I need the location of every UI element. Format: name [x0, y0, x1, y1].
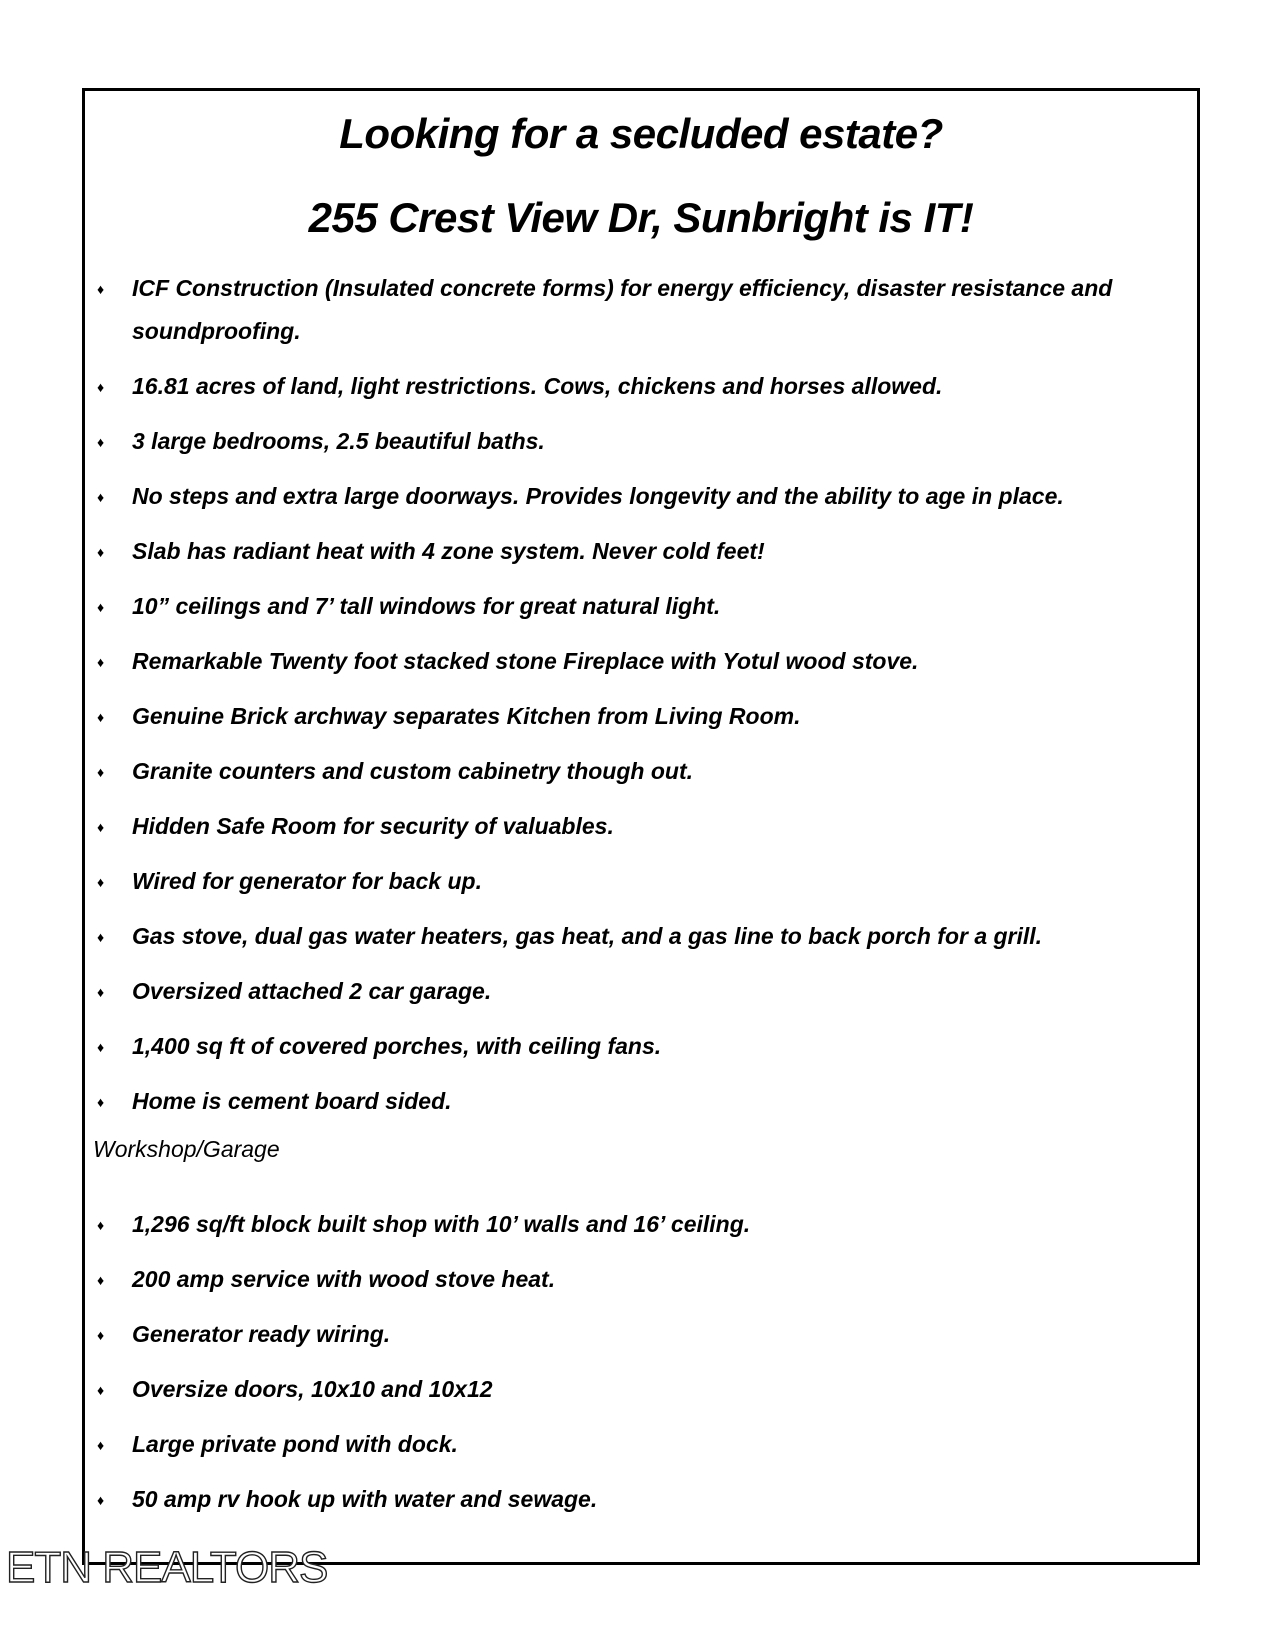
diamond-bullet-icon: ♦ [97, 874, 105, 890]
list-item [93, 267, 1189, 353]
list-item [93, 365, 1189, 408]
list-item-text: Hidden Safe Room for security of valuables. [132, 813, 614, 839]
list-item [93, 860, 1189, 903]
list-item-text: 16.81 acres of land, light restrictions. Cows, chickens and horses allowed. [132, 373, 943, 399]
list-item [93, 750, 1189, 793]
headline: Looking for a secluded estate? [339, 110, 943, 157]
diamond-bullet-icon: ♦ [97, 654, 105, 670]
list-item [93, 1423, 1189, 1466]
list-item [93, 420, 1189, 463]
list-item [93, 1258, 1189, 1301]
list-item-text: Generator ready wiring. [132, 1321, 391, 1347]
list-item [93, 530, 1189, 573]
list-item-text: ICF Construction (Insulated concrete forms) for energy efficiency, disaster resistance and soundproofing. [132, 275, 1113, 344]
diamond-bullet-icon: ♦ [97, 1039, 105, 1055]
diamond-bullet-icon: ♦ [97, 929, 105, 945]
list-item-text: 50 amp rv hook up with water and sewage. [132, 1486, 598, 1512]
list-item-text: 3 large bedrooms, 2.5 beautiful baths. [132, 428, 545, 454]
list-item [93, 1203, 1189, 1246]
list-item [93, 805, 1189, 848]
diamond-bullet-icon: ♦ [97, 1382, 105, 1398]
diamond-bullet-icon: ♦ [97, 1094, 105, 1110]
list-item [93, 1368, 1189, 1411]
list-item-text: 10” ceilings and 7’ tall windows for great natural light. [132, 593, 721, 619]
list-item-text: Home is cement board sided. [132, 1088, 452, 1114]
list-item [93, 1478, 1189, 1521]
diamond-bullet-icon: ♦ [97, 1272, 105, 1288]
list-item [93, 1313, 1189, 1356]
flyer-border [82, 88, 1200, 1565]
list-item-text: Genuine Brick archway separates Kitchen from Living Room. [132, 703, 801, 729]
diamond-bullet-icon: ♦ [97, 1492, 105, 1508]
list-item [93, 1080, 1189, 1123]
list-item-text: No steps and extra large doorways. Provides longevity and the ability to age in place. [132, 483, 1064, 509]
list-item [93, 475, 1189, 518]
workshop-feature-list [93, 1203, 1189, 1533]
address-line: 255 Crest View Dr, Sunbright is IT! [308, 194, 974, 241]
list-item-text: Oversized attached 2 car garage. [132, 978, 492, 1004]
diamond-bullet-icon: ♦ [97, 599, 105, 615]
list-item [93, 1025, 1189, 1068]
workshop-heading: Workshop/Garage [93, 1136, 280, 1162]
diamond-bullet-icon: ♦ [97, 1327, 105, 1343]
list-item [93, 695, 1189, 738]
diamond-bullet-icon: ♦ [97, 379, 105, 395]
list-item [93, 970, 1189, 1013]
diamond-bullet-icon: ♦ [97, 764, 105, 780]
diamond-bullet-icon: ♦ [97, 709, 105, 725]
list-item [93, 915, 1189, 958]
diamond-bullet-icon: ♦ [97, 819, 105, 835]
feature-list [93, 267, 1189, 1135]
diamond-bullet-icon: ♦ [97, 434, 105, 450]
list-item-text: 1,400 sq ft of covered porches, with ceiling fans. [132, 1033, 662, 1059]
list-item-text: Gas stove, dual gas water heaters, gas heat, and a gas line to back porch for a grill. [132, 923, 1043, 949]
etn-realtors-watermark: ETN REALTORS [6, 1543, 328, 1592]
list-item-text: Remarkable Twenty foot stacked stone Fireplace with Yotul wood stove. [132, 648, 919, 674]
list-item-text: Oversize doors, 10x10 and 10x12 [132, 1376, 493, 1402]
list-item-text: Granite counters and custom cabinetry though out. [132, 758, 693, 784]
diamond-bullet-icon: ♦ [97, 544, 105, 560]
diamond-bullet-icon: ♦ [97, 281, 105, 297]
list-item [93, 640, 1189, 683]
list-item-text: Wired for generator for back up. [132, 868, 482, 894]
diamond-bullet-icon: ♦ [97, 489, 105, 505]
list-item-text: 1,296 sq/ft block built shop with 10’ walls and 16’ ceiling. [132, 1211, 751, 1237]
diamond-bullet-icon: ♦ [97, 1217, 105, 1233]
list-item-text: 200 amp service with wood stove heat. [132, 1266, 556, 1292]
list-item-text: Large private pond with dock. [132, 1431, 458, 1457]
list-item [93, 585, 1189, 628]
list-item-text: Slab has radiant heat with 4 zone system. Never cold feet! [132, 538, 765, 564]
diamond-bullet-icon: ♦ [97, 984, 105, 1000]
diamond-bullet-icon: ♦ [97, 1437, 105, 1453]
